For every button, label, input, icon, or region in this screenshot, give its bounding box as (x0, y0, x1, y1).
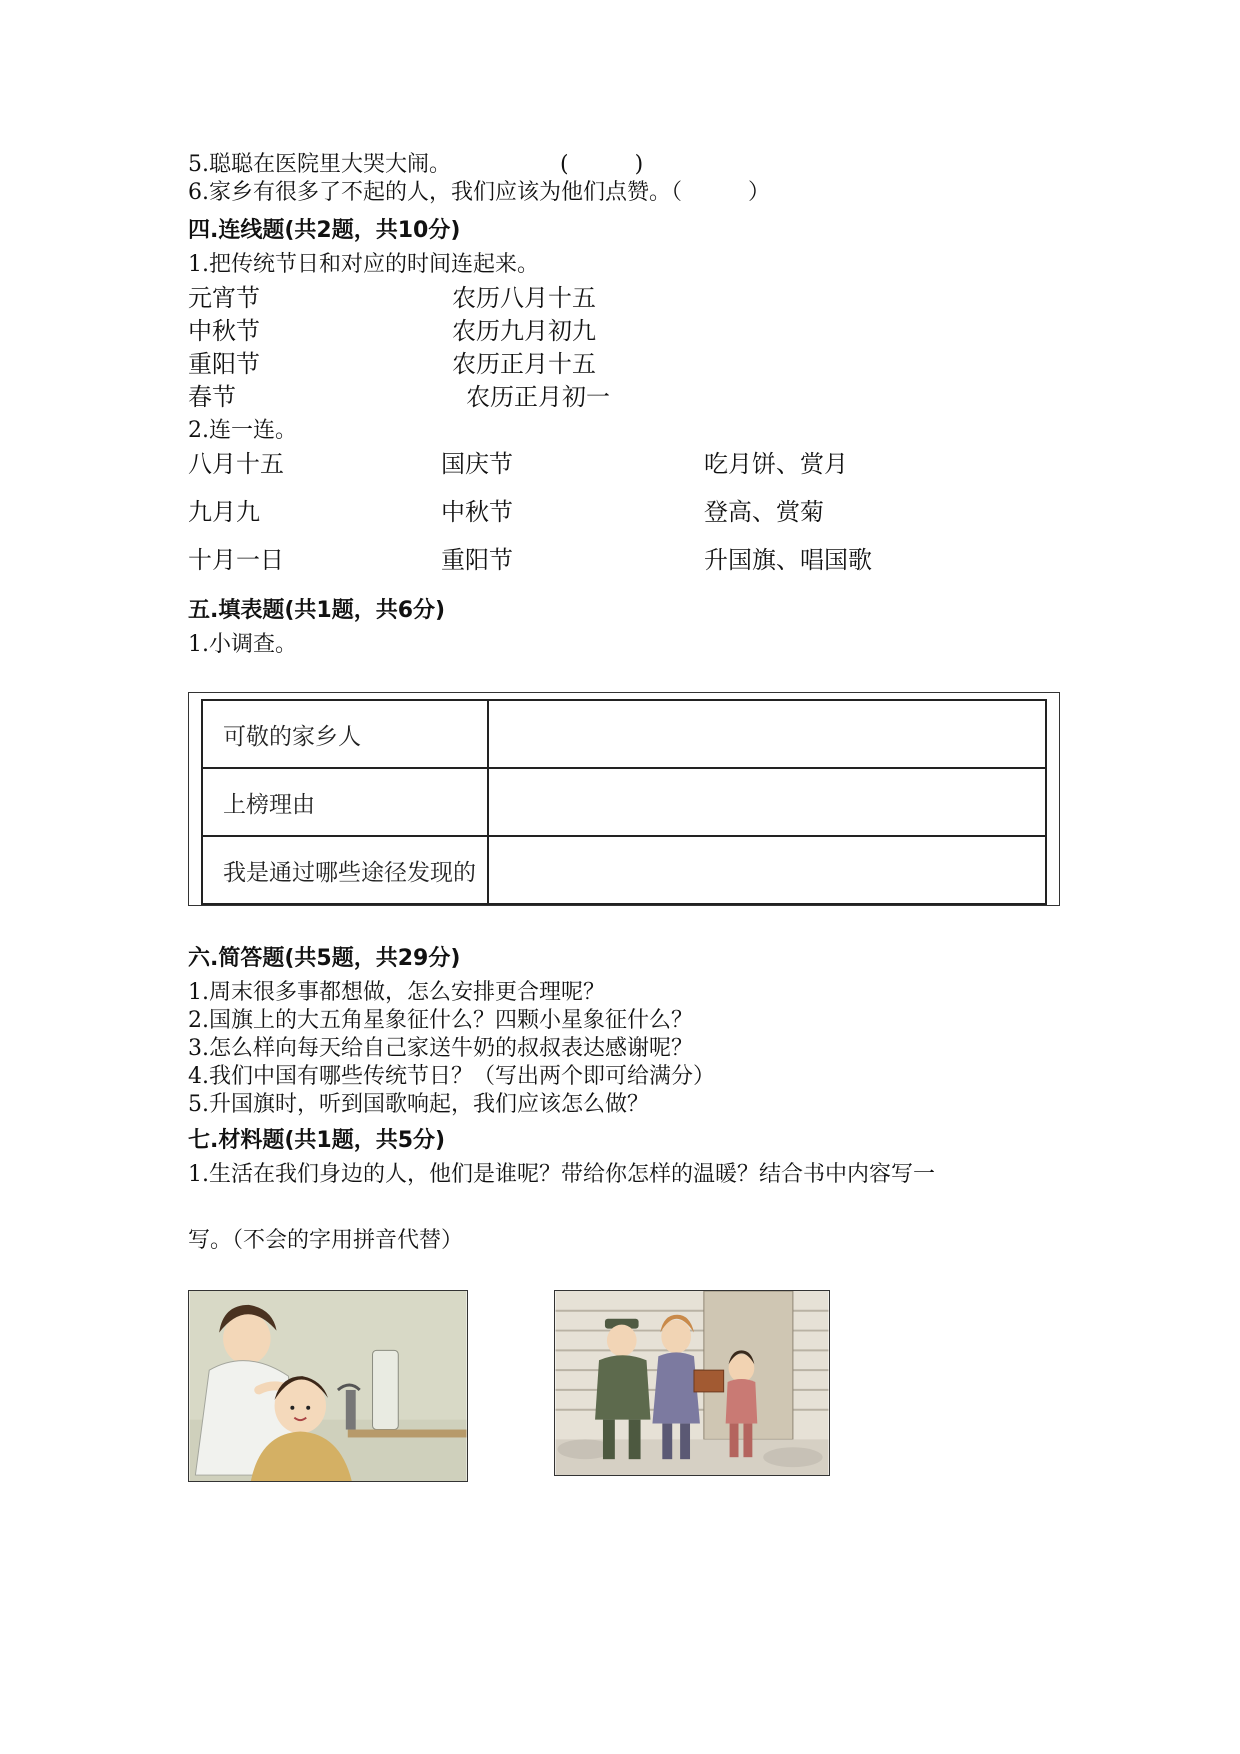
table-row (202, 836, 1046, 904)
table-row (202, 700, 1046, 768)
section-6-heading: 六.简答题(共5题，共29分) (188, 946, 461, 971)
match-festival-item[interactable]: 中秋节 (441, 498, 513, 526)
lunar-date-item[interactable]: 农历正月十五 (452, 350, 596, 378)
question-7-1-prompt: 1.生活在我们身边的人，他们是谁呢？带给你怎样的温暖？结合书中内容写一 (188, 1162, 935, 1187)
survey-table-frame (188, 692, 1060, 906)
survey-answer-cell[interactable] (488, 836, 1046, 904)
short-answer-question: 1.周末很多事都想做，怎么安排更合理呢？ (188, 980, 605, 1005)
lunar-date-item[interactable]: 农历八月十五 (452, 284, 596, 312)
postman-illustration (554, 1290, 830, 1476)
survey-row-label: 上榜理由 (202, 768, 488, 836)
lunar-date-item[interactable]: 农历正月初一 (466, 383, 610, 411)
match-custom-item[interactable]: 升国旗、唱国歌 (704, 546, 872, 574)
question-5-1-prompt: 1.小调查。 (188, 632, 297, 657)
answer-paren-3-5[interactable]: ( ) (560, 152, 644, 177)
match-date-item[interactable]: 九月九 (188, 498, 260, 526)
barber-illustration (188, 1290, 468, 1482)
question-4-2-prompt: 2.连一连。 (188, 418, 297, 443)
short-answer-question: 2.国旗上的大五角星象征什么？四颗小星象征什么？ (188, 1008, 693, 1033)
question-4-1-prompt: 1.把传统节日和对应的时间连起来。 (188, 252, 539, 277)
section-5-heading: 五.填表题(共1题，共6分) (188, 598, 446, 623)
match-date-item[interactable]: 八月十五 (188, 450, 284, 478)
festival-item[interactable]: 春节 (188, 383, 236, 411)
survey-answer-cell[interactable] (488, 768, 1046, 836)
table-row (202, 768, 1046, 836)
survey-row-label: 可敬的家乡人 (202, 700, 488, 768)
match-festival-item[interactable]: 国庆节 (441, 450, 513, 478)
short-answer-question: 4.我们中国有哪些传统节日？（写出两个即可给满分） (188, 1064, 715, 1089)
short-answer-question: 3.怎么样向每天给自己家送牛奶的叔叔表达感谢呢？ (188, 1036, 693, 1061)
festival-item[interactable]: 重阳节 (188, 350, 260, 378)
question-3-5 (188, 150, 451, 180)
survey-row-label: 我是通过哪些途径发现的 (202, 836, 488, 904)
postman-scene-icon (555, 1291, 829, 1475)
survey-answer-cell[interactable] (488, 700, 1046, 768)
question-text: 5.聪聪在医院里大哭大闹。 (188, 152, 451, 177)
question-3-6: 6.家乡有很多了不起的人，我们应该为他们点赞。（ ） (188, 180, 770, 205)
section-4-heading: 四.连线题(共2题，共10分) (188, 218, 461, 243)
festival-item[interactable]: 元宵节 (188, 284, 260, 312)
lunar-date-item[interactable]: 农历九月初九 (452, 317, 596, 345)
match-date-item[interactable]: 十月一日 (188, 546, 284, 574)
festival-item[interactable]: 中秋节 (188, 317, 260, 345)
match-custom-item[interactable]: 登高、赏菊 (704, 498, 824, 526)
survey-table (201, 699, 1047, 905)
question-7-1-prompt-cont: 写。（不会的字用拼音代替） (188, 1228, 464, 1253)
match-custom-item[interactable]: 吃月饼、赏月 (704, 450, 848, 478)
short-answer-question: 5.升国旗时，听到国歌响起，我们应该怎么做？ (188, 1092, 649, 1117)
section-7-heading: 七.材料题(共1题，共5分) (188, 1128, 446, 1153)
match-festival-item[interactable]: 重阳节 (441, 546, 513, 574)
barber-scene-icon (189, 1291, 467, 1481)
